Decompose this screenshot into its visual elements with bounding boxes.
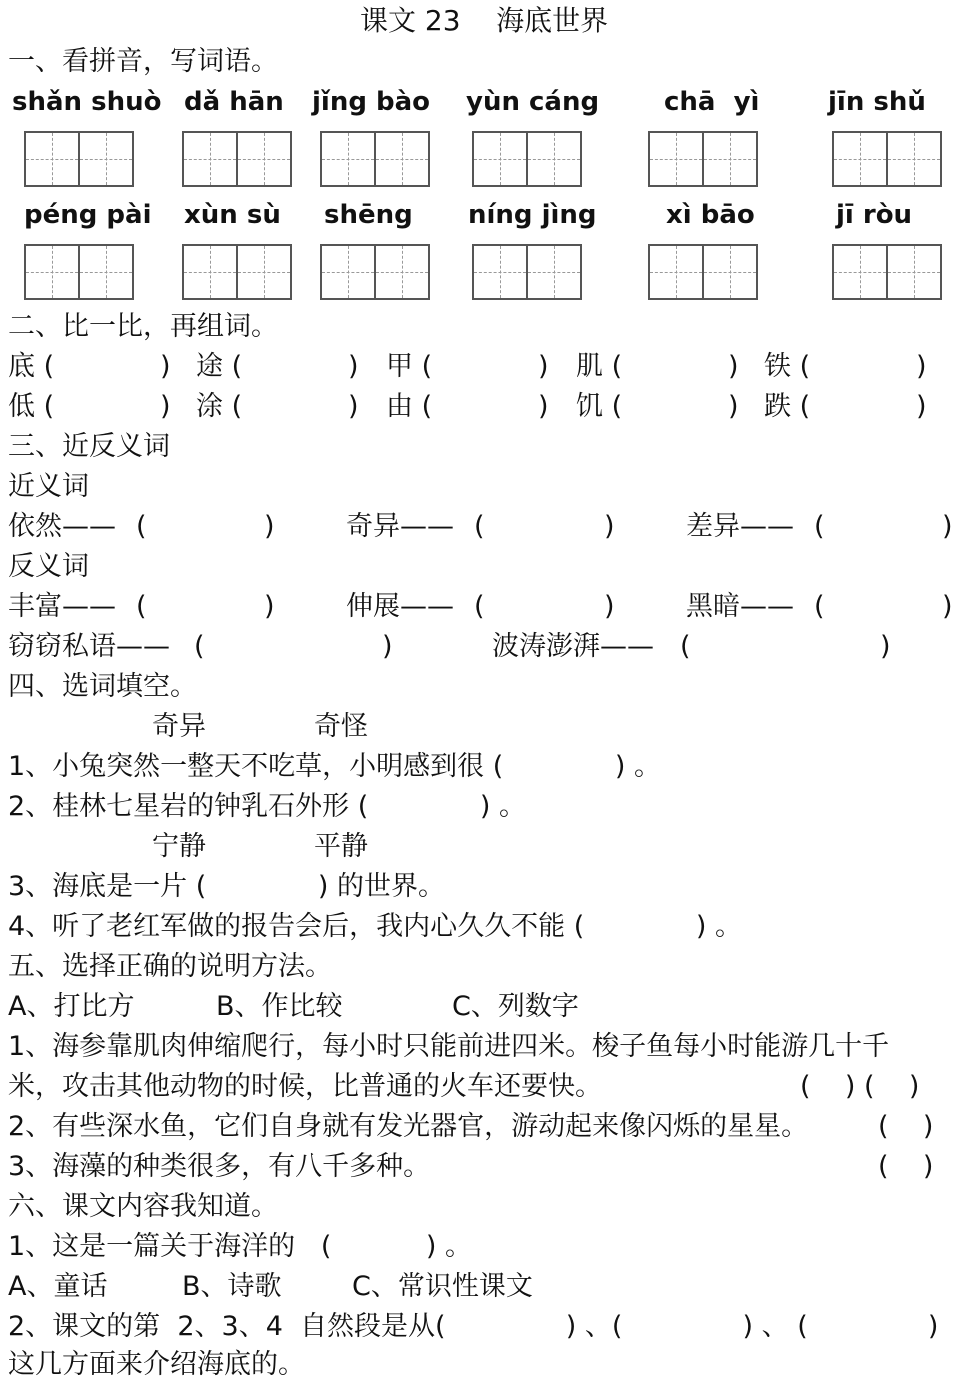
- option-label: B、诗歌: [182, 1271, 282, 1302]
- option-label: C、列数字: [452, 991, 579, 1022]
- word-choice: 奇怪: [314, 711, 368, 742]
- word-prompt: 依然——: [8, 511, 116, 542]
- writing-grid[interactable]: [648, 131, 758, 187]
- close-paren: ): [348, 351, 359, 382]
- word-prompt: 奇异——: [346, 511, 454, 542]
- pinyin-label: jīn shǔ: [828, 87, 926, 117]
- question-text: 2、有些深水鱼，它们自身就有发光器官，游动起来像闪烁的星星。: [8, 1111, 809, 1142]
- char-prompt: 跌 (: [764, 391, 811, 422]
- open-paren: (: [814, 591, 825, 622]
- question-text: 2、课文的第 2、3、4 自然段是从( ) 、( ) 、 ( ): [8, 1311, 939, 1342]
- writing-grid[interactable]: [472, 131, 582, 187]
- section-3-heading: 三、近反义词: [8, 431, 170, 462]
- char-prompt: 甲 (: [386, 351, 433, 382]
- pinyin-label: níng jìng: [468, 200, 597, 230]
- open-paren: (: [474, 591, 485, 622]
- pinyin-label: chā yì: [664, 87, 760, 117]
- close-paren: ): [880, 631, 891, 662]
- open-paren: (: [680, 631, 691, 662]
- option-label: A、童话: [8, 1271, 108, 1302]
- close-paren: ): [538, 351, 549, 382]
- answer-paren: ( ) ( ): [800, 1071, 920, 1102]
- open-paren: (: [814, 511, 825, 542]
- word-prompt: 波涛澎湃——: [492, 631, 654, 662]
- antonym-label: 反义词: [8, 551, 89, 582]
- question-text: 1、海参靠肌肉伸缩爬行，每小时只能前进四米。梭子鱼每小时能游几十千: [8, 1031, 890, 1062]
- char-prompt: 底 (: [8, 351, 55, 382]
- section-6-heading: 六、课文内容我知道。: [8, 1191, 278, 1222]
- writing-grid[interactable]: [24, 131, 134, 187]
- writing-grid[interactable]: [320, 244, 430, 300]
- pinyin-label: yùn cáng: [466, 87, 600, 117]
- char-prompt: 肌 (: [576, 351, 623, 382]
- writing-grid[interactable]: [182, 131, 292, 187]
- close-paren: ): [264, 511, 275, 542]
- writing-grid[interactable]: [832, 131, 942, 187]
- question-text: 1、这是一篇关于海洋的 ( ) 。: [8, 1231, 472, 1262]
- pinyin-label: shēng: [324, 200, 413, 230]
- page-title: 课文 23 海底世界: [360, 4, 609, 37]
- char-prompt: 饥 (: [576, 391, 623, 422]
- word-prompt: 窃窃私语——: [8, 631, 170, 662]
- word-choice: 奇异: [152, 711, 206, 742]
- section-1-heading: 一、看拼音，写词语。: [8, 46, 278, 77]
- option-label: A、打比方: [8, 991, 135, 1022]
- word-choice: 平静: [314, 831, 368, 862]
- question-text: 这几方面来介绍海底的。: [8, 1349, 305, 1380]
- pinyin-label: jǐng bào: [312, 87, 431, 117]
- question-text: 3、海藻的种类很多，有八千多种。: [8, 1151, 431, 1182]
- question-text: 4、听了老红军做的报告会后，我内心久久不能 ( ) 。: [8, 911, 742, 942]
- writing-grid[interactable]: [472, 244, 582, 300]
- pinyin-label: péng pài: [24, 200, 152, 230]
- pinyin-label: dǎ hān: [184, 87, 284, 117]
- pinyin-label: shǎn shuò: [12, 87, 162, 117]
- question-text: 2、桂林七星岩的钟乳石外形 ( ) 。: [8, 791, 526, 822]
- char-prompt: 途 (: [196, 351, 243, 382]
- open-paren: (: [194, 631, 205, 662]
- option-label: C、常识性课文: [352, 1271, 533, 1302]
- question-text: 米，攻击其他动物的时候，比普通的火车还要快。: [8, 1071, 602, 1102]
- answer-paren: ( ): [878, 1111, 934, 1142]
- writing-grid[interactable]: [832, 244, 942, 300]
- writing-grid[interactable]: [182, 244, 292, 300]
- writing-grid[interactable]: [24, 244, 134, 300]
- char-prompt: 铁 (: [764, 351, 811, 382]
- word-prompt: 伸展——: [346, 591, 454, 622]
- close-paren: ): [604, 511, 615, 542]
- close-paren: ): [160, 391, 171, 422]
- section-5-heading: 五、选择正确的说明方法。: [8, 951, 332, 982]
- open-paren: (: [136, 511, 147, 542]
- pinyin-label: jī ròu: [836, 200, 913, 230]
- close-paren: ): [728, 351, 739, 382]
- option-label: B、作比较: [216, 991, 343, 1022]
- section-2-heading: 二、比一比，再组词。: [8, 311, 278, 342]
- char-prompt: 由 (: [386, 391, 433, 422]
- word-prompt: 差异——: [686, 511, 794, 542]
- close-paren: ): [942, 591, 953, 622]
- close-paren: ): [728, 391, 739, 422]
- char-prompt: 低 (: [8, 391, 55, 422]
- close-paren: ): [264, 591, 275, 622]
- close-paren: ): [916, 351, 927, 382]
- close-paren: ): [604, 591, 615, 622]
- section-4-heading: 四、选词填空。: [8, 671, 197, 702]
- open-paren: (: [474, 511, 485, 542]
- close-paren: ): [160, 351, 171, 382]
- question-text: 3、海底是一片 ( ) 的世界。: [8, 871, 445, 902]
- close-paren: ): [916, 391, 927, 422]
- open-paren: (: [136, 591, 147, 622]
- close-paren: ): [538, 391, 549, 422]
- word-choice: 宁静: [152, 831, 206, 862]
- pinyin-label: xùn sù: [184, 200, 281, 230]
- writing-grid[interactable]: [320, 131, 430, 187]
- word-prompt: 丰富——: [8, 591, 116, 622]
- answer-paren: ( ): [878, 1151, 934, 1182]
- close-paren: ): [942, 511, 953, 542]
- synonym-label: 近义词: [8, 471, 89, 502]
- close-paren: ): [382, 631, 393, 662]
- writing-grid[interactable]: [648, 244, 758, 300]
- question-text: 1、小兔突然一整天不吃草，小明感到很 ( ) 。: [8, 751, 661, 782]
- pinyin-label: xì bāo: [666, 200, 755, 230]
- close-paren: ): [348, 391, 359, 422]
- char-prompt: 涂 (: [196, 391, 243, 422]
- word-prompt: 黑暗——: [686, 591, 794, 622]
